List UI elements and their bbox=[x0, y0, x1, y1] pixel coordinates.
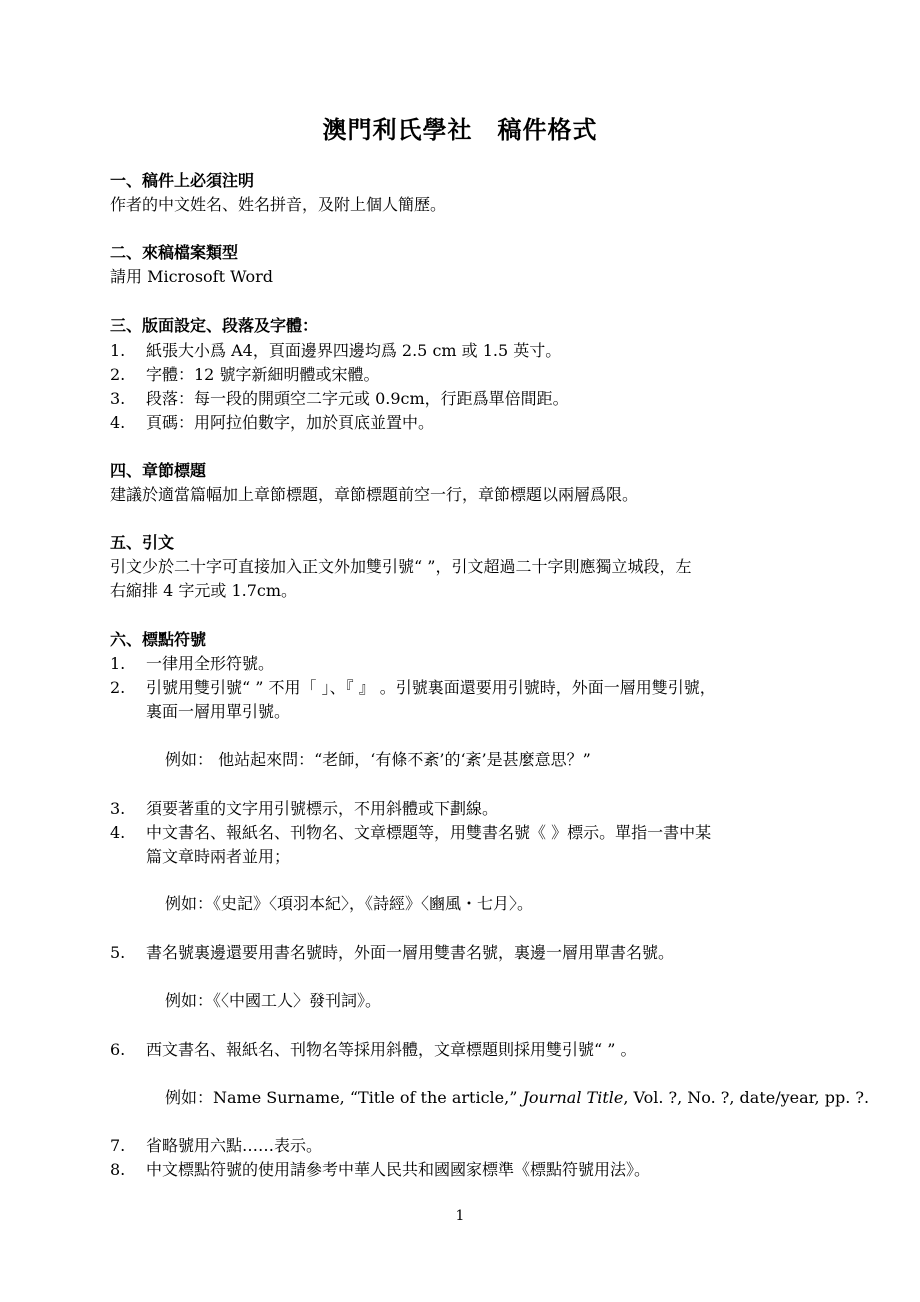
item-text: 中文書名、報紙名、刊物名、文章標題等，用雙書名號《 》標示。單指一書中某 bbox=[146, 823, 712, 842]
citation-prefix: 例如：Name Surname, “Title of the article,” bbox=[165, 1088, 523, 1107]
item-number: 4. bbox=[110, 413, 126, 432]
item-text: 一律用全形符號。 bbox=[146, 654, 275, 673]
section-6-item-1 bbox=[110, 651, 274, 674]
section-6-heading: 六、標點符號 bbox=[110, 630, 207, 649]
section-4-text: 建議於適當篇幅加上章節標題，章節標題前空一行，章節標題以兩層爲限。 bbox=[110, 485, 639, 504]
item-number: 1. bbox=[110, 654, 126, 673]
section-6-item-7 bbox=[110, 1133, 322, 1156]
section-4-heading: 四、章節標題 bbox=[110, 461, 207, 480]
item-number: 2. bbox=[110, 678, 126, 697]
section-5-heading: 五、引文 bbox=[110, 533, 175, 552]
section-5-line1: 引文少於二十字可直接加入正文外加雙引號“ ”，引文超過二十字則應獨立城段，左 bbox=[110, 557, 692, 576]
section-1-text: 作者的中文姓名、姓名拼音，及附上個人簡歷。 bbox=[110, 195, 447, 214]
example-nested-titles: 例如：《〈中國工人〉發刊詞》。 bbox=[165, 991, 382, 1010]
item-number: 1. bbox=[110, 341, 126, 360]
item-text: 省略號用六點……表示。 bbox=[146, 1136, 323, 1155]
citation-suffix: , Vol. ?, No. ?, date/year, pp. ?. bbox=[623, 1088, 870, 1107]
item-text: 須要著重的文字用引號標示，不用斜體或下劃線。 bbox=[146, 799, 499, 818]
section-3-item bbox=[110, 386, 569, 409]
section-3-heading: 三、版面設定、段落及字體： bbox=[110, 316, 319, 335]
item-number: 3. bbox=[110, 799, 126, 818]
section-6-item-4 bbox=[110, 820, 711, 843]
item-text: 引號用雙引號“ ” 不用「 」、『 』 。引號裏面還要用引號時，外面一層用雙引號， bbox=[146, 678, 716, 697]
page-title: 澳門利氏學社 稿件格式 bbox=[322, 115, 598, 144]
item-text: 西文書名、報紙名、刊物名等採用斜體，文章標題則採用雙引號“ ” 。 bbox=[146, 1040, 637, 1059]
section-6-item-8 bbox=[110, 1157, 650, 1180]
example-western-citation bbox=[165, 1085, 869, 1108]
page-number: 1 bbox=[455, 1208, 465, 1224]
item-text: 中文標點符號的使用請參考中華人民共和國國家標準《標點符號用法》。 bbox=[146, 1160, 651, 1179]
example-book-titles: 例如：《史記》〈項羽本紀〉，《詩經》〈豳風・七月〉。 bbox=[165, 894, 534, 913]
item-text: 段落：每一段的開頭空二字元或 0.9cm，行距爲單倍間距。 bbox=[146, 389, 569, 408]
section-3-item bbox=[110, 410, 434, 433]
section-6-item-6 bbox=[110, 1037, 637, 1060]
section-6-item-3 bbox=[110, 796, 498, 819]
section-2-heading: 二、來稿檔案類型 bbox=[110, 243, 239, 262]
example-quotes: 例如： 他站起來問：“老師，‘有條不紊’的‘紊’是甚麼意思？” bbox=[165, 750, 591, 769]
item-text: 書名號裏邊還要用書名號時，外面一層用雙書名號，裏邊一層用單書名號。 bbox=[146, 943, 675, 962]
section-6-item-4-continued: 篇文章時兩者並用； bbox=[146, 847, 291, 866]
section-6-item-5 bbox=[110, 940, 674, 963]
item-number: 7. bbox=[110, 1136, 126, 1155]
section-3-item bbox=[110, 338, 561, 361]
section-3-item bbox=[110, 362, 379, 385]
item-number: 5. bbox=[110, 943, 126, 962]
item-text: 字體：12 號字新細明體或宋體。 bbox=[146, 365, 380, 384]
item-text: 紙張大小爲 A4，頁面邊界四邊均爲 2.5 cm 或 1.5 英寸。 bbox=[146, 341, 562, 360]
section-1-heading: 一、稿件上必須注明 bbox=[110, 171, 255, 190]
citation-journal-title: Journal Title bbox=[522, 1088, 624, 1107]
section-6-item-2 bbox=[110, 675, 716, 698]
item-number: 3. bbox=[110, 389, 126, 408]
section-2-text: 請用 Microsoft Word bbox=[110, 267, 273, 286]
section-6-item-2-continued: 裏面一層用單引號。 bbox=[146, 702, 291, 721]
item-number: 4. bbox=[110, 823, 126, 842]
item-number: 2. bbox=[110, 365, 126, 384]
item-text: 頁碼：用阿拉伯數字，加於頁底並置中。 bbox=[146, 413, 435, 432]
item-number: 6. bbox=[110, 1040, 126, 1059]
item-number: 8. bbox=[110, 1160, 126, 1179]
section-5-line2: 右縮排 4 字元或 1.7cm。 bbox=[110, 581, 298, 600]
